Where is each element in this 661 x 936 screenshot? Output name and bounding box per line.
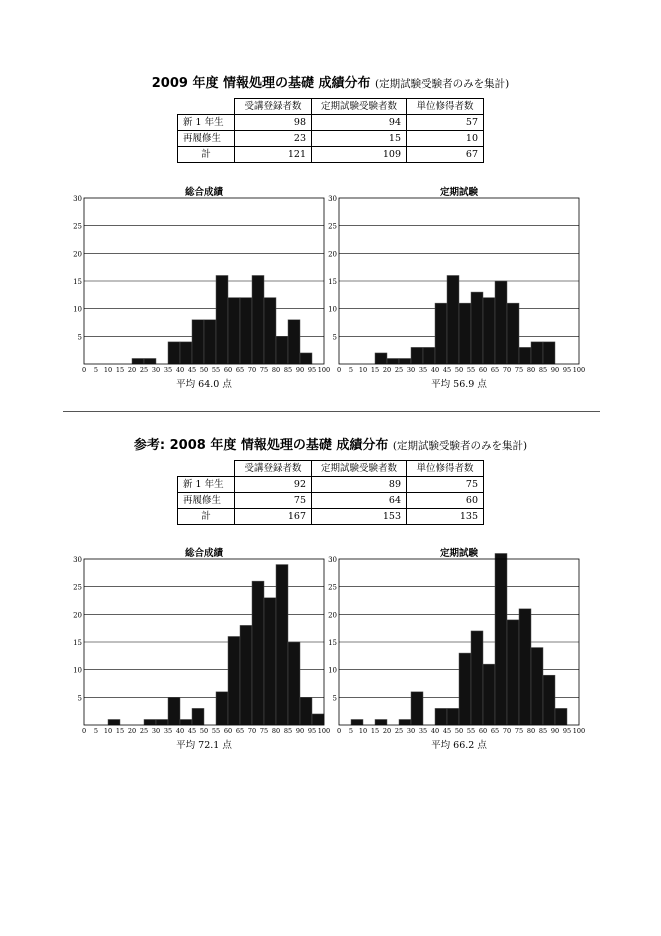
histogram-2008-total: [73, 556, 331, 735]
histogram-bar: [423, 347, 435, 364]
x-tick-label: 55: [211, 366, 221, 374]
histogram-bar: [264, 598, 276, 725]
x-tick-label: 90: [295, 727, 305, 735]
x-tick-label: 35: [418, 366, 428, 374]
average-label: 平均 72.1 点: [176, 740, 232, 751]
cell: 92: [235, 477, 312, 493]
y-tick-label: 30: [73, 556, 82, 564]
histogram-bar: [192, 708, 204, 725]
histogram-bar: [411, 347, 423, 364]
x-tick-label: 50: [199, 727, 209, 735]
x-tick-label: 60: [223, 727, 233, 735]
histogram-bar: [459, 653, 471, 725]
x-tick-label: 30: [151, 366, 161, 374]
histogram-2008-exam: [328, 556, 586, 735]
x-tick-label: 70: [247, 366, 257, 374]
x-tick-label: 75: [514, 366, 524, 374]
histogram-bar: [531, 342, 543, 364]
y-tick-label: 25: [73, 583, 82, 592]
cell: 94: [312, 115, 407, 131]
y-tick-label: 25: [328, 222, 337, 231]
col-header: 定期試験受験者数: [312, 461, 407, 477]
x-tick-label: 15: [115, 366, 125, 374]
histogram-bar: [144, 358, 156, 364]
histogram-bar: [351, 719, 363, 725]
average-label: 平均 66.2 点: [431, 740, 487, 751]
x-tick-label: 5: [348, 727, 354, 735]
histogram-bar: [168, 342, 180, 364]
cell: 23: [235, 131, 312, 147]
x-tick-label: 5: [348, 366, 354, 374]
x-tick-label: 50: [199, 366, 209, 374]
x-tick-label: 40: [175, 366, 185, 374]
histogram-bar: [471, 631, 483, 725]
chart-title: 総合成績: [184, 187, 223, 198]
y-tick-label: 5: [332, 694, 337, 703]
x-tick-label: 20: [127, 727, 137, 735]
x-tick-label: 75: [259, 727, 269, 735]
x-tick-label: 100: [317, 727, 331, 735]
y-tick-label: 25: [328, 583, 337, 592]
x-tick-label: 0: [336, 366, 342, 374]
x-tick-label: 85: [538, 366, 548, 374]
histogram-2009-exam: [328, 195, 586, 374]
y-tick-label: 15: [73, 639, 82, 647]
x-tick-label: 25: [139, 727, 149, 735]
x-tick-label: 40: [430, 727, 440, 735]
table-corner: [178, 99, 235, 115]
x-tick-label: 55: [466, 727, 476, 735]
x-tick-label: 50: [454, 366, 464, 374]
histogram-bar: [375, 353, 387, 364]
x-tick-label: 90: [295, 366, 305, 374]
x-tick-label: 35: [163, 366, 173, 374]
x-tick-label: 0: [81, 727, 87, 735]
col-header: 定期試験受験者数: [312, 99, 407, 115]
x-tick-label: 5: [93, 366, 99, 374]
section-title-2008: [0, 434, 661, 453]
section-title-2009: [0, 72, 661, 91]
x-tick-label: 15: [115, 727, 125, 735]
section-divider: [63, 411, 600, 412]
y-tick-label: 25: [73, 222, 82, 231]
y-tick-label: 10: [73, 305, 82, 314]
x-tick-label: 45: [187, 727, 197, 735]
x-tick-label: 90: [550, 727, 560, 735]
histogram-bar: [156, 719, 168, 725]
cell: 75: [235, 493, 312, 509]
x-tick-label: 30: [406, 727, 416, 735]
x-tick-label: 65: [490, 727, 500, 735]
histogram-bar: [399, 358, 411, 364]
x-tick-label: 55: [211, 727, 221, 735]
cell: 60: [407, 493, 484, 509]
cell: 167: [235, 509, 312, 525]
histogram-bar: [240, 625, 252, 725]
histogram-bar: [180, 342, 192, 364]
title-note: (定期試験受験者のみを集計): [375, 78, 510, 90]
histogram-bar: [276, 565, 288, 725]
title-note: (定期試験受験者のみを集計): [392, 440, 528, 452]
histogram-bar: [435, 708, 447, 725]
histogram-bar: [375, 719, 387, 725]
histogram-bar: [507, 303, 519, 364]
x-tick-label: 100: [317, 366, 331, 374]
row-label: 計: [178, 509, 235, 525]
x-tick-label: 35: [418, 727, 428, 735]
x-tick-label: 40: [430, 366, 440, 374]
x-tick-label: 95: [562, 366, 572, 374]
y-tick-label: 15: [328, 278, 337, 286]
histogram-bar: [216, 275, 228, 364]
histogram-bar: [447, 275, 459, 364]
table-corner: [178, 461, 235, 477]
cell: 15: [312, 131, 407, 147]
y-tick-label: 30: [328, 195, 337, 203]
x-tick-label: 45: [442, 727, 452, 735]
row-label: 再履修生: [178, 131, 235, 147]
x-tick-label: 55: [466, 366, 476, 374]
x-tick-label: 20: [382, 727, 392, 735]
y-tick-label: 20: [328, 250, 337, 259]
x-tick-label: 80: [526, 366, 536, 374]
y-tick-label: 5: [332, 333, 337, 342]
cell: 89: [312, 477, 407, 493]
cell: 109: [312, 147, 407, 163]
cell: 98: [235, 115, 312, 131]
col-header: 受講登録者数: [235, 461, 312, 477]
title-text: 参考: 2008 年度 情報処理の基礎 成績分布: [133, 438, 389, 453]
table-row: [178, 493, 484, 509]
histogram-bar: [471, 292, 483, 364]
cell: 64: [312, 493, 407, 509]
histogram-bar: [228, 298, 240, 364]
cell: 57: [407, 115, 484, 131]
x-tick-label: 65: [235, 366, 245, 374]
histogram-bar: [483, 298, 495, 364]
cell: 135: [407, 509, 484, 525]
chart-title: 定期試験: [439, 548, 478, 559]
x-tick-label: 60: [478, 727, 488, 735]
row-label: 再履修生: [178, 493, 235, 509]
cell: 153: [312, 509, 407, 525]
chart-title: 総合成績: [184, 548, 223, 559]
histogram-bar: [495, 553, 507, 725]
x-tick-label: 95: [562, 727, 572, 735]
table-row: [178, 147, 484, 163]
histogram-bar: [300, 697, 312, 725]
x-tick-label: 20: [127, 366, 137, 374]
histogram-bar: [555, 708, 567, 725]
average-label: 平均 64.0 点: [176, 379, 232, 390]
col-header: 単位修得者数: [407, 99, 484, 115]
x-tick-label: 0: [81, 366, 87, 374]
x-tick-label: 10: [358, 366, 368, 374]
x-tick-label: 50: [454, 727, 464, 735]
x-tick-label: 0: [336, 727, 342, 735]
histogram-bar: [216, 692, 228, 725]
histogram-bar: [228, 636, 240, 725]
x-tick-label: 75: [259, 366, 269, 374]
x-tick-label: 100: [572, 727, 586, 735]
histogram-bar: [300, 353, 312, 364]
row-label: 新 1 年生: [178, 115, 235, 131]
table-row: [178, 509, 484, 525]
histogram-bar: [108, 719, 120, 725]
histogram-bar: [435, 303, 447, 364]
histogram-bar: [264, 298, 276, 364]
histogram-2009-total: [73, 195, 331, 374]
histogram-bar: [288, 642, 300, 725]
x-tick-label: 10: [103, 727, 113, 735]
table-row: [178, 131, 484, 147]
average-label: 平均 56.9 点: [431, 379, 487, 390]
x-tick-label: 70: [502, 366, 512, 374]
histogram-bar: [132, 358, 144, 364]
histogram-bar: [252, 581, 264, 725]
x-tick-label: 60: [223, 366, 233, 374]
x-tick-label: 70: [502, 727, 512, 735]
x-tick-label: 30: [406, 366, 416, 374]
chart-title: 定期試験: [439, 187, 478, 198]
stats-table-2009: [177, 98, 484, 163]
row-label: 新 1 年生: [178, 477, 235, 493]
histogram-bar: [483, 664, 495, 725]
x-tick-label: 70: [247, 727, 257, 735]
title-text: 2009 年度 情報処理の基礎 成績分布: [151, 76, 371, 91]
x-tick-label: 65: [490, 366, 500, 374]
histogram-bar: [519, 347, 531, 364]
histogram-bar: [168, 697, 180, 725]
row-label: 計: [178, 147, 235, 163]
histogram-bar: [459, 303, 471, 364]
x-tick-label: 15: [370, 366, 380, 374]
x-tick-label: 5: [93, 727, 99, 735]
x-tick-label: 85: [283, 727, 293, 735]
histogram-bar: [288, 320, 300, 364]
histogram-bar: [240, 298, 252, 364]
x-tick-label: 85: [538, 727, 548, 735]
histogram-bar: [447, 708, 459, 725]
histogram-bar: [543, 675, 555, 725]
y-tick-label: 10: [328, 666, 337, 675]
histogram-bar: [204, 320, 216, 364]
y-tick-label: 15: [328, 639, 337, 647]
x-tick-label: 80: [526, 727, 536, 735]
table-row: [178, 115, 484, 131]
histogram-bar: [180, 719, 192, 725]
cell: 67: [407, 147, 484, 163]
x-tick-label: 10: [358, 727, 368, 735]
histogram-bar: [507, 620, 519, 725]
col-header: 受講登録者数: [235, 99, 312, 115]
x-tick-label: 45: [442, 366, 452, 374]
y-tick-label: 10: [73, 666, 82, 675]
histogram-bar: [543, 342, 555, 364]
x-tick-label: 40: [175, 727, 185, 735]
y-tick-label: 20: [73, 250, 82, 259]
histogram-bar: [192, 320, 204, 364]
cell: 75: [407, 477, 484, 493]
x-tick-label: 35: [163, 727, 173, 735]
col-header: 単位修得者数: [407, 461, 484, 477]
x-tick-label: 45: [187, 366, 197, 374]
histogram-bar: [495, 281, 507, 364]
x-tick-label: 95: [307, 366, 317, 374]
histogram-bar: [252, 275, 264, 364]
y-tick-label: 5: [77, 694, 82, 703]
x-tick-label: 15: [370, 727, 380, 735]
histogram-bar: [399, 719, 411, 725]
y-tick-label: 20: [328, 611, 337, 620]
x-tick-label: 25: [394, 366, 404, 374]
histogram-bar: [144, 719, 156, 725]
x-tick-label: 80: [271, 727, 281, 735]
y-tick-label: 10: [328, 305, 337, 314]
x-tick-label: 30: [151, 727, 161, 735]
x-tick-label: 25: [139, 366, 149, 374]
cell: 10: [407, 131, 484, 147]
cell: 121: [235, 147, 312, 163]
x-tick-label: 25: [394, 727, 404, 735]
histogram-bar: [519, 609, 531, 725]
histogram-bar: [411, 692, 423, 725]
x-tick-label: 80: [271, 366, 281, 374]
x-tick-label: 20: [382, 366, 392, 374]
table-row: [178, 477, 484, 493]
y-tick-label: 5: [77, 333, 82, 342]
histogram-bar: [312, 714, 324, 725]
stats-table-2008: [177, 460, 484, 525]
y-tick-label: 30: [328, 556, 337, 564]
x-tick-label: 85: [283, 366, 293, 374]
x-tick-label: 65: [235, 727, 245, 735]
x-tick-label: 60: [478, 366, 488, 374]
histogram-bar: [276, 336, 288, 364]
x-tick-label: 95: [307, 727, 317, 735]
y-tick-label: 15: [73, 278, 82, 286]
histogram-bar: [387, 358, 399, 364]
x-tick-label: 90: [550, 366, 560, 374]
x-tick-label: 10: [103, 366, 113, 374]
histogram-bar: [531, 648, 543, 725]
x-tick-label: 100: [572, 366, 586, 374]
x-tick-label: 75: [514, 727, 524, 735]
y-tick-label: 20: [73, 611, 82, 620]
y-tick-label: 30: [73, 195, 82, 203]
